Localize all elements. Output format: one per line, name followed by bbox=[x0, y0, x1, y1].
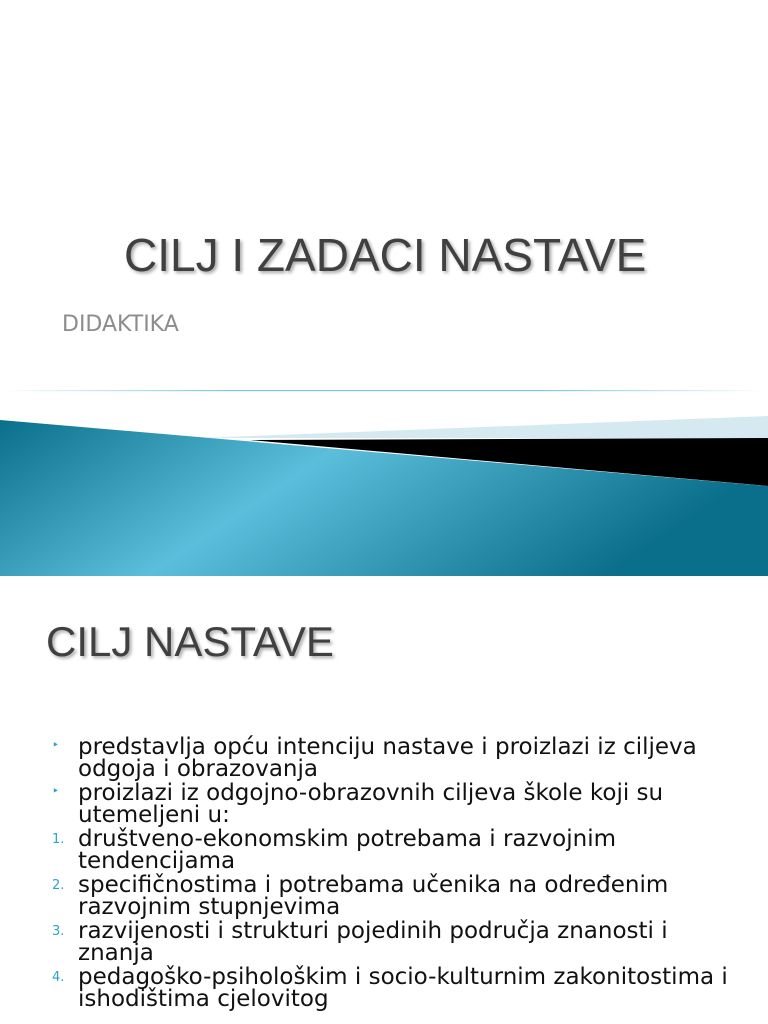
list-item bbox=[52, 782, 732, 826]
list-item-text: specifičnostima i potrebama učenika na određenim razvojnim stupnjevima bbox=[78, 872, 669, 920]
list-number: 3. bbox=[52, 924, 65, 939]
list-number: 1. bbox=[52, 832, 65, 847]
list-item-text: razvijenosti i strukturi pojedinih područja znanosti i znanja bbox=[78, 918, 668, 966]
bullet-arrow-icon: ‣ bbox=[52, 784, 60, 798]
list-number: 2. bbox=[52, 878, 65, 893]
decorative-wave-banner bbox=[0, 380, 768, 576]
list-item-text: predstavlja opću intenciju nastave i proizlazi iz ciljeva odgoja i obrazovanja bbox=[78, 734, 697, 782]
list-item bbox=[52, 828, 732, 872]
divider-line bbox=[0, 390, 768, 391]
list-item-text: proizlazi iz odgojno-obrazovnih ciljeva škole koji su utemeljeni u: bbox=[78, 780, 664, 828]
bullet-arrow-icon: ‣ bbox=[52, 738, 60, 752]
list-item bbox=[52, 736, 732, 780]
list-item-text: društveno-ekonomskim potrebama i razvojnim tendencijama bbox=[78, 826, 617, 874]
list-item bbox=[52, 874, 732, 918]
list-item bbox=[52, 920, 732, 964]
slide-subtitle: DIDAKTIKA bbox=[62, 312, 179, 337]
content-slide bbox=[0, 576, 768, 1024]
content-title: CILJ NASTAVE bbox=[46, 618, 334, 665]
slide-title: CILJ I ZADACI NASTAVE bbox=[124, 229, 647, 281]
list-item bbox=[52, 966, 732, 1010]
content-list bbox=[52, 736, 732, 1012]
light-band bbox=[200, 416, 768, 438]
list-item-text: pedagoško-psihološkim i socio-kulturnim zakonitostima i ishodištima cjelovitog bbox=[78, 964, 728, 1012]
list-number: 4. bbox=[52, 970, 65, 985]
